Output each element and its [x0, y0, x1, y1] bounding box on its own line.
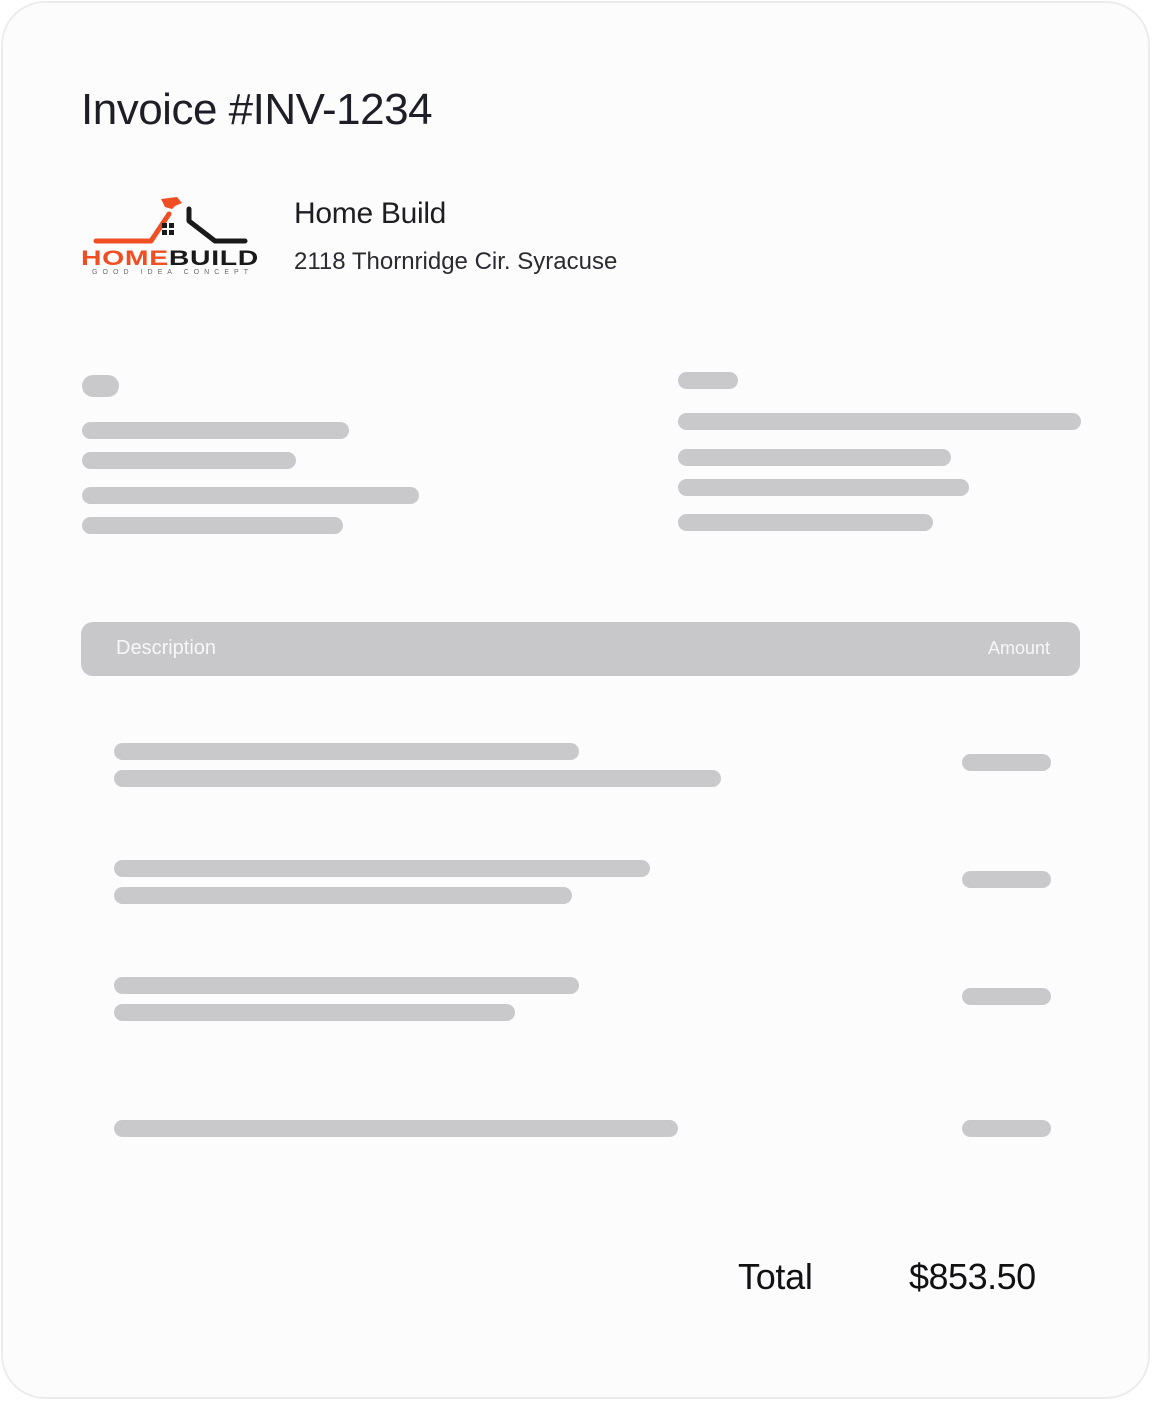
placeholder-amount [962, 1120, 1051, 1137]
placeholder-line [678, 514, 933, 531]
placeholder-line [678, 479, 969, 496]
logo-wordmark: HOME BUILD [81, 247, 236, 270]
company-address: 2118 Thornridge Cir. Syracuse [294, 248, 618, 275]
placeholder-line [114, 1120, 678, 1137]
placeholder-line [82, 422, 349, 439]
home-build-logo [79, 189, 263, 281]
company-name: Home Build [294, 197, 447, 230]
placeholder-amount [962, 871, 1051, 888]
total-label: Total [738, 1256, 813, 1297]
amount-column-header: Amount [987, 638, 1050, 658]
placeholder-amount [962, 754, 1051, 771]
placeholder-line [114, 860, 650, 877]
placeholder-line [82, 375, 119, 397]
placeholder-line [678, 449, 951, 466]
placeholder-line [82, 487, 419, 504]
placeholder-line [114, 977, 579, 994]
placeholder-line [678, 372, 738, 389]
placeholder-line [114, 770, 721, 787]
placeholder-line [114, 1004, 515, 1021]
placeholder-line [82, 452, 296, 469]
placeholder-line [82, 517, 343, 534]
description-column-header: Description [116, 637, 217, 659]
invoice-card [1, 1, 1150, 1399]
placeholder-line [114, 887, 572, 904]
placeholder-amount [962, 988, 1051, 1005]
placeholder-line [678, 413, 1081, 430]
logo-tagline: GOOD IDEA CONCEPT [92, 269, 248, 276]
placeholder-line [114, 743, 579, 760]
table-header [81, 622, 1080, 676]
invoice-title: Invoice #INV-1234 [81, 85, 433, 134]
total-value: $853.50 [909, 1256, 1036, 1297]
